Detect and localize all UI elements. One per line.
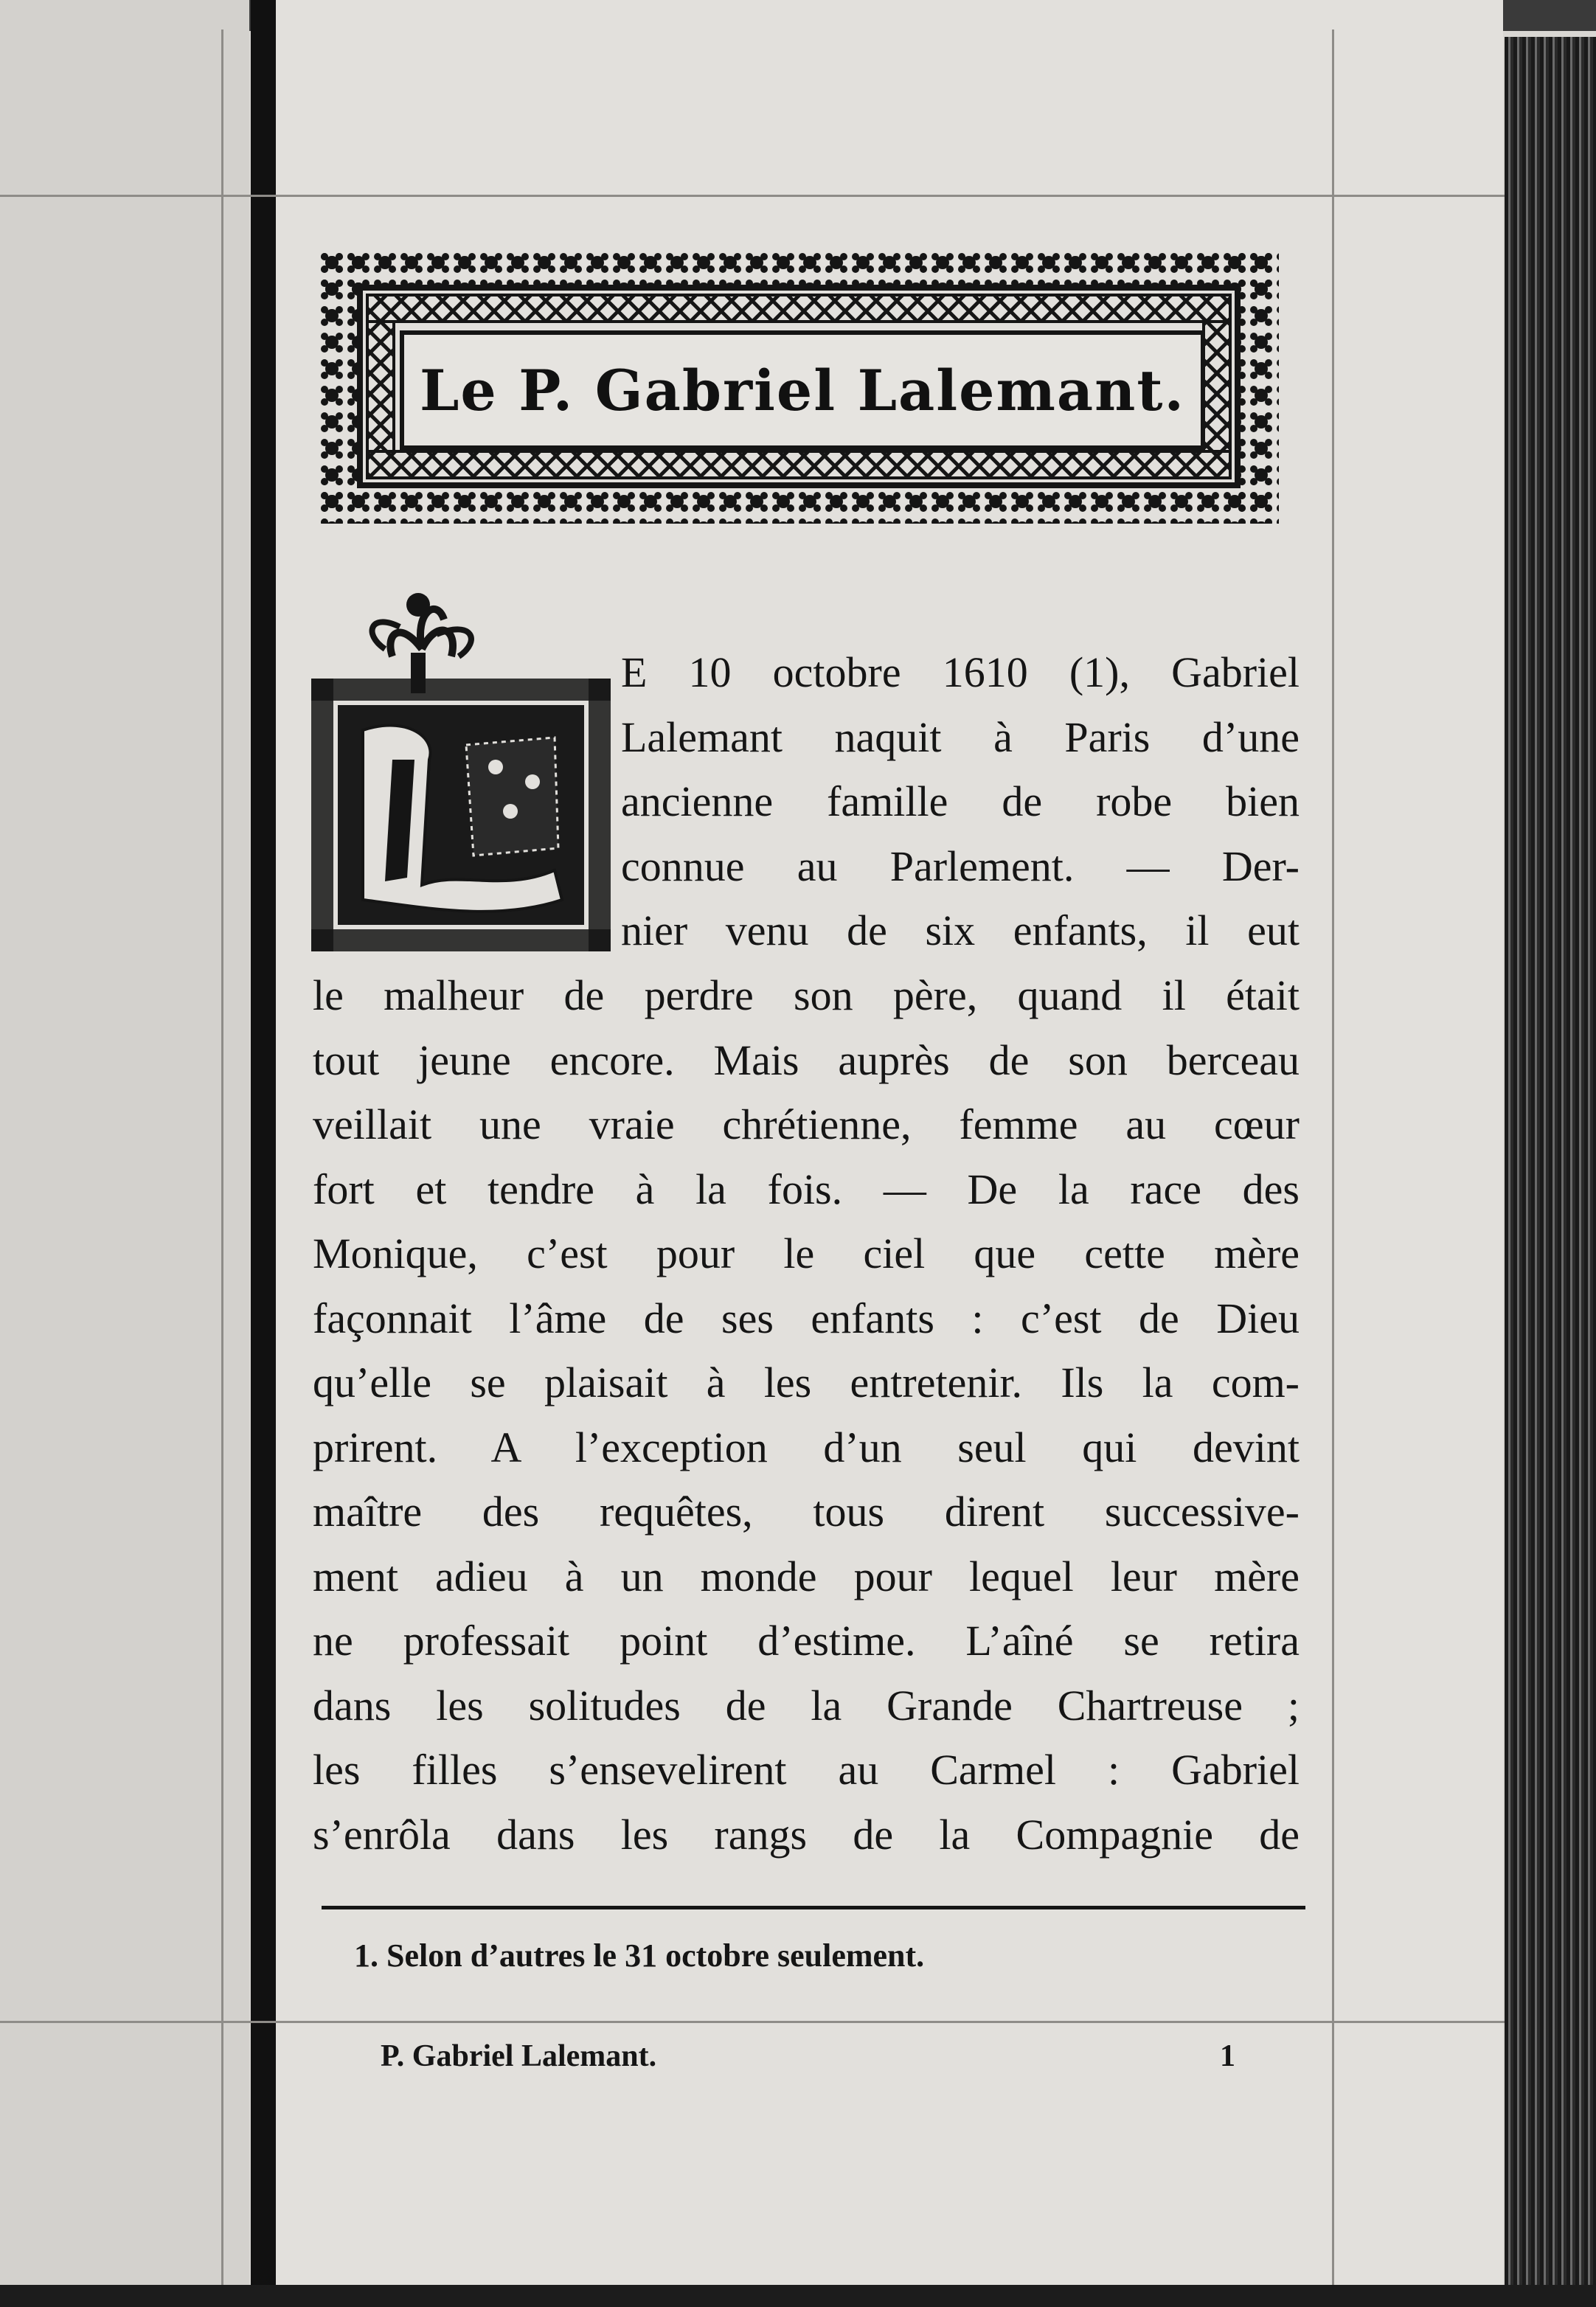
text-line: ment adieu à un monde pour lequel leur mère: [313, 1552, 1300, 1600]
text-line: nier venu de six enfants, il eut: [621, 906, 1300, 954]
text-line: Lalemant naquit à Paris d’une: [621, 712, 1300, 761]
text-line: connue au Parlement. — Der-: [621, 842, 1300, 890]
bottom-edge: [0, 2285, 1596, 2307]
film-grid-line: [0, 2021, 1505, 2023]
title-panel: [400, 330, 1205, 450]
text-line: façonnait l’âme de ses enfants : c’est de Dieu: [313, 1294, 1300, 1342]
text-line: prirent. A l’exception d’un seul qui devint: [313, 1423, 1300, 1471]
page-title: Le P. Gabriel Lalemant.: [419, 357, 1185, 423]
text-line: dans les solitudes de la Grande Chartreuse ;: [313, 1681, 1300, 1730]
text-line: tout jeune encore. Mais auprès de son berceau: [313, 1035, 1300, 1084]
text-line: Monique, c’est pour le ciel que cette mère: [313, 1229, 1300, 1277]
text-line: veillait une vraie chrétienne, femme au cœur: [313, 1100, 1300, 1148]
footnote: 1. Selon d’autres le 31 octobre seulement.: [354, 1937, 925, 1974]
film-grid-line: [1332, 30, 1334, 2285]
page-edges: [1505, 37, 1596, 2307]
ornamental-initial-icon: [311, 590, 611, 951]
film-grid-line: [0, 195, 1505, 197]
text-line: fort et tendre à la fois. — De la race des: [313, 1165, 1300, 1213]
facing-page: [0, 0, 249, 2307]
text-line: s’enrôla dans les rangs de la Compagnie de: [313, 1810, 1300, 1859]
decorated-initial: [311, 590, 611, 951]
text-line: ne professait point d’estime. L’aîné se retira: [313, 1617, 1300, 1665]
text-line: ancienne famille de robe bien: [621, 777, 1300, 825]
signature-mark: 1: [1220, 2039, 1235, 2073]
text-line: E 10 octobre 1610 (1), Gabriel: [621, 648, 1300, 696]
text-line: le malheur de perdre son père, quand il était: [313, 971, 1300, 1019]
title-ornament-frame: [319, 249, 1279, 524]
text-line: qu’elle se plaisait à les entretenir. Ils la com-: [313, 1359, 1300, 1406]
book-gutter: [251, 0, 276, 2307]
running-title: P. Gabriel Lalemant.: [381, 2039, 657, 2073]
paragraph-body: [313, 963, 1300, 1867]
text-line: maître des requêtes, tous dirent successive-: [313, 1488, 1300, 1536]
paragraph-opening: [621, 640, 1300, 963]
text-line: les filles s’ensevelirent au Carmel : Gabriel: [313, 1746, 1300, 1794]
film-grid-line: [221, 30, 223, 2285]
footnote-rule: [322, 1906, 1305, 1909]
